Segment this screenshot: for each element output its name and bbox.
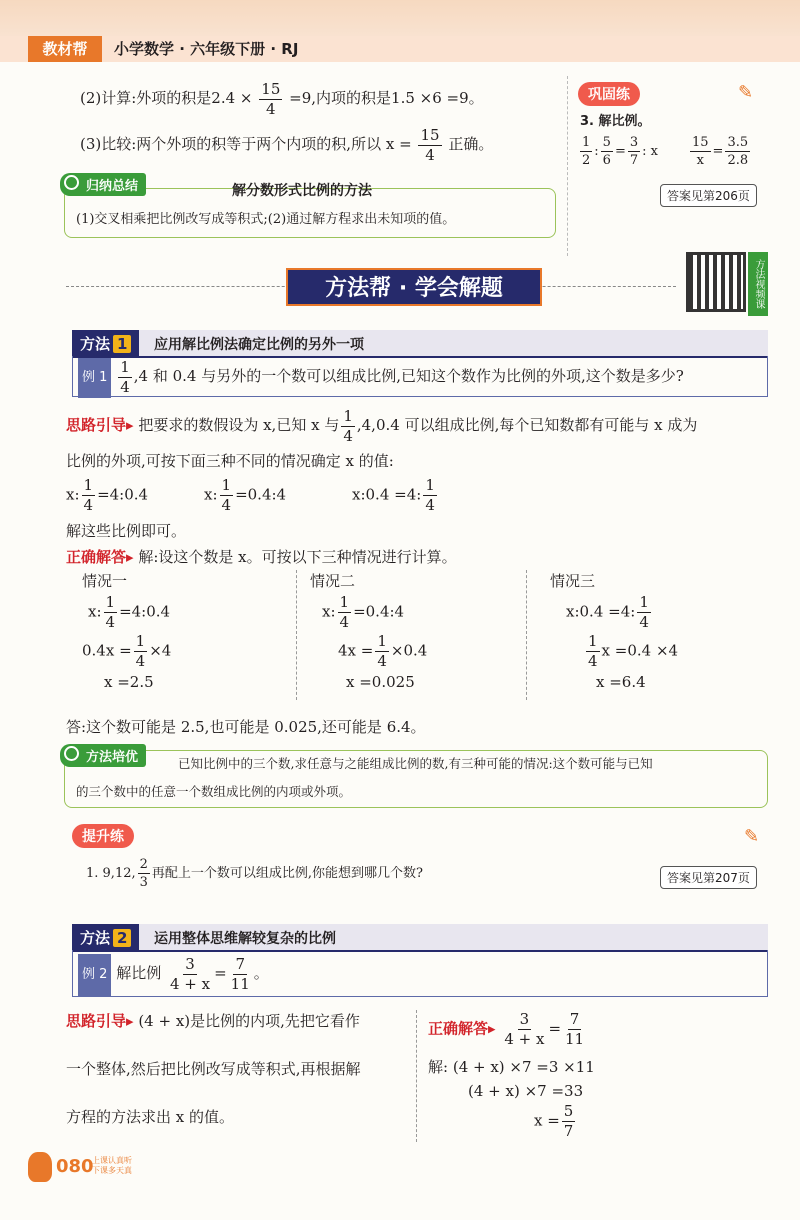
consolidate-eq1: $\frac{1}{2}$ : $\frac{5}{6}$ = $\frac{3}{7}$ : x [582,135,658,168]
consolidate-question: 3. 解比例。 [580,114,651,129]
answer2-step1: 解: (4 + x) ×7 =3 ×11 [428,1058,595,1076]
guide1-case-a: x: $\frac{1}{4}$ =4:0.4 [66,476,149,514]
summary-text: (1)交叉相乘把比例改写成等积式;(2)通过解方程求出未知项的值。 [76,212,456,227]
summary-tag: 归纳总结 [60,173,146,196]
advance-tag: 提升练 [72,824,134,848]
case3: 情况三 x:0.4 =4: $\frac{1}{4}$ $\frac{1}{4}$ x =0.4 ×4 x =6.4 [550,572,679,691]
tip-tag: 方法培优 [60,744,146,767]
guide1-line1: 思路引导▸ 把要求的数假设为 x,已知 x 与 $\frac{1}{4}$ ,4,0.4 可以组成比例,每个已知数都有可能与 x 成为 [66,406,698,445]
guide1-case-b: x: $\frac{1}{4}$ =0.4:4 [204,476,287,514]
consolidate-answer-link[interactable]: 答案见第206页 [660,184,757,207]
case1: 情况一 x: $\frac{1}{4}$ =4:0.4 0.4x = $\frac{1}{4}$ ×4 x =2.5 [82,572,172,691]
side-rule [567,76,568,256]
guide1-case-c: x:0.4 =4: $\frac{1}{4}$ [352,476,435,514]
method2-label: 方法 2 [72,924,139,951]
target-icon [64,175,79,190]
qr-code-icon [686,252,746,312]
banner-title: 方法帮 · 学会解题 [286,268,542,306]
answer1-conclusion: 答:这个数可能是 2.5,也可能是 0.025,还可能是 6.4。 [66,718,426,736]
pencil-icon: ✎ [738,82,754,103]
example1: 例 1 $\frac{1}{4}$ ,4 和 0.4 与另外的一个数可以组成比例,已知这个数作为比例的外项,这个数是多少? [78,358,684,398]
guide2-line1: 思路引导▸ (4 + x)是比例的内项,先把它看作 [66,1012,360,1030]
guide1-line2: 比例的外项,可按下面三种不同的情况确定 x 的值: [66,452,394,470]
example2: 例 2 解比例 $\frac{3}{4 + x}$ = $\frac{7}{11}$ 。 [78,954,269,996]
footer-motto: 上课认真听 下课多天真 [92,1156,132,1175]
guide1-line3: 解这些比例即可。 [66,522,187,540]
summary-title: 解分数形式比例的方法 [232,183,372,199]
pencil-icon: ✎ [744,826,760,847]
case-divider-2 [526,570,527,700]
tip-line2: 的三个数中的任意一个数组成比例的内项或外项。 [76,784,352,799]
page-number: 080 [56,1156,94,1177]
advance-question: 1. 9,12, $\frac{2}{3}$ 再配上一个数可以组成比例,你能想到哪几个数? [86,857,424,890]
brand-label: 教材帮 [28,36,102,62]
tip-line1: 已知比例中的三个数,求任意与之能组成比例的数,有三种可能的情况:这个数可能与已知 [178,756,653,771]
video-course-label[interactable]: 方法视频课 [748,252,768,316]
consolidate-tag: 巩固练 [578,82,640,106]
consolidate-eq2: $\frac{15}{x}$ = $\frac{3.5}{2.8}$ [692,135,749,168]
case2: 情况二 x: $\frac{1}{4}$ =0.4:4 4x = $\frac{1}{4}$ ×0.4 x =0.025 [310,572,428,691]
answer2-step3: x = $\frac{5}{7}$ [534,1102,574,1140]
guide-answer-divider [416,1010,417,1142]
mascot-icon [28,1152,52,1182]
advance-answer-link[interactable]: 答案见第207页 [660,866,757,889]
header-title: 小学数学 · 六年级下册 · RJ [114,40,299,58]
answer1-intro: 正确解答▸ 解:设这个数是 x。可按以下三种情况进行计算。 [66,548,457,566]
answer2-step2: (4 + x) ×7 =33 [468,1082,584,1100]
case-divider-1 [296,570,297,700]
calc-line: (2)计算:外项的积是2.4 × $\frac{15}{4}$ =9,内项的积是1.5 ×6 =9。 [80,79,484,118]
answer2-head: 正确解答▸ $\frac{3}{4 + x}$ = $\frac{7}{11}$ [428,1010,585,1048]
magnifier-icon [64,746,79,761]
method1-label: 方法 1 [72,330,139,357]
method1-title: 应用解比例法确定比例的另外一项 [154,337,364,353]
compare-line: (3)比较:两个外项的积等于两个内项的积,所以 x = $\frac{15}{4}$ 正确。 [80,125,494,164]
method2-title: 运用整体思维解较复杂的比例 [154,931,336,947]
guide2-line3: 方程的方法求出 x 的值。 [66,1108,234,1126]
guide2-line2: 一个整体,然后把比例改写成等积式,再根据解 [66,1060,361,1078]
